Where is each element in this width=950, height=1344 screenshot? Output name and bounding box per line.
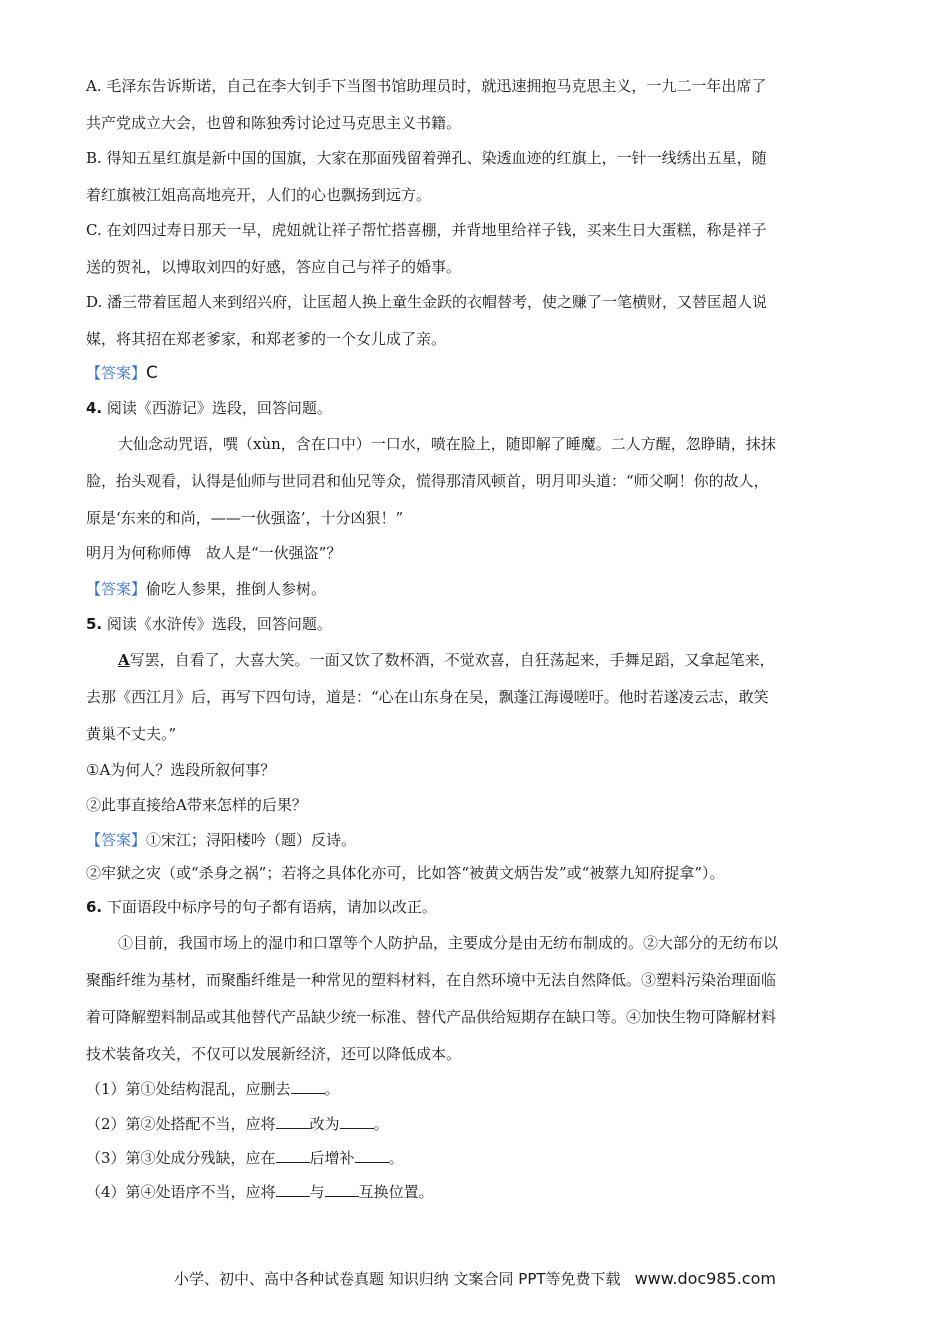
- sub-question-text: 。: [373, 1115, 389, 1133]
- answer-tag: 【答案】: [86, 364, 147, 382]
- q4-passage-line-1: 大仙念动咒语，噀（xùn，含在口中）一口水，喷在脸上，随即解了睡魔。二人方醒，忽睁睛，抹抹: [118, 435, 776, 453]
- sub-question-text: （3）第③处成分残缺，应在: [86, 1149, 276, 1167]
- answer-value: ①宋江；浔阳楼吟（题）反诗。: [146, 831, 357, 849]
- option-a-line-1: A. 毛泽东告诉斯诺，自己在李大钊手下当图书馆助理员时，就迅速拥抱马克思主义，一九二一年出席了: [86, 77, 767, 95]
- answer-blank[interactable]: [276, 1182, 310, 1197]
- footer-url[interactable]: www.doc985.com: [634, 1269, 776, 1288]
- footer-text: 小学、初中、高中各种试卷真题 知识归纳 文案合同 PPT等免费下载: [174, 1270, 621, 1288]
- sub-question-text: 改为: [309, 1115, 340, 1133]
- q6-passage-line-1: ①目前，我国市场上的湿巾和口罩等个人防护品，主要成分是由无纺布制成的。②大部分的无纺布以: [118, 934, 779, 952]
- q4-question: 明月为何称师傅 故人是“一伙强盗”？: [86, 544, 342, 562]
- sub-question-text: 与: [309, 1183, 325, 1201]
- answer-blank[interactable]: [276, 1148, 310, 1163]
- q6-passage-line-3: 着可降解塑料制品或其他替代产品缺少统一标准、替代产品供给短期存在缺口等。④加快生物可降解材料: [86, 1008, 777, 1026]
- q6-sub-question-1: [86, 1079, 340, 1099]
- underlined-a: A: [118, 651, 130, 669]
- question-prompt: 阅读《西游记》选段，回答问题。: [102, 399, 332, 417]
- answer-value: 偷吃人参果，推倒人参树。: [146, 580, 327, 598]
- answer-blank[interactable]: [340, 1114, 374, 1129]
- answer-blank[interactable]: [276, 1114, 310, 1129]
- q5-answer-1: [86, 830, 356, 850]
- answer-value: C: [146, 363, 158, 383]
- q5-heading: [86, 614, 332, 634]
- answer-blank[interactable]: [291, 1079, 325, 1094]
- sub-question-text: （1）第①处结构混乱，应删去: [86, 1080, 291, 1098]
- question-prompt: 阅读《水浒传》选段，回答问题。: [102, 615, 332, 633]
- question-number: 5.: [86, 615, 103, 633]
- sub-question-text: 。: [388, 1149, 404, 1167]
- q4-answer: [86, 579, 326, 599]
- answer-blank[interactable]: [325, 1182, 359, 1197]
- question-number: 4.: [86, 399, 103, 417]
- q6-sub-question-3: [86, 1148, 404, 1168]
- page-footer: [0, 1268, 950, 1289]
- option-b-line-1: B. 得知五星红旗是新中国的国旗，大家在那面残留着弹孔、染透血迹的红旗上，一针一线绣出五星，随: [86, 149, 767, 167]
- question-prompt: 下面语段中标序号的句子都有语病，请加以改正。: [102, 898, 437, 916]
- q4-passage-line-3: 原是‘东来的和尚，——一伙强盗’，十分凶狠！”: [86, 509, 404, 527]
- q6-passage-line-2: 聚酯纤维为基材，而聚酯纤维是一种常见的塑料材料，在自然环境中无法自然降低。③塑料污染治理面临: [86, 971, 777, 989]
- question-number: 6.: [86, 898, 103, 916]
- q5-question-2: ②此事直接给A带来怎样的后果？: [86, 796, 307, 814]
- option-c-line-1: C. 在刘四过寿日那天一早，虎妞就让祥子帮忙搭喜棚，并背地里给祥子钱，买来生日大蛋糕，称是祥子: [86, 221, 767, 239]
- q5-passage-line-3: 黄巢不丈夫。”: [86, 725, 177, 743]
- q6-sub-question-4: [86, 1182, 434, 1202]
- answer-tag: 【答案】: [86, 580, 147, 598]
- answer-tag: 【答案】: [86, 831, 147, 849]
- option-a-line-2: 共产党成立大会，也曾和陈独秀讨论过马克思主义书籍。: [86, 114, 462, 132]
- option-b-line-2: 着红旗被江姐高高地亮开，人们的心也飘扬到远方。: [86, 186, 432, 204]
- q4-heading: [86, 398, 332, 418]
- q5-question-1: ①A为何人？选段所叙何事？: [86, 761, 276, 779]
- q3-answer: [86, 363, 158, 383]
- q6-passage-line-4: 技术装备攻关，不仅可以发展新经济，还可以降低成本。: [86, 1045, 462, 1063]
- q5-answer-2: ②牢狱之灾（或“杀身之祸”；若将之具体化亦可，比如答“被黄文炳告发”或“被蔡九知府捉拿”）。: [86, 864, 725, 882]
- sub-question-text: 互换位置。: [358, 1183, 434, 1201]
- answer-blank[interactable]: [355, 1148, 389, 1163]
- q6-sub-question-2: [86, 1114, 389, 1134]
- q5-passage-line-2: 去那《西江月》后，再写下四句诗，道是：“心在山东身在吴，飘蓬江海谩嗟吁。他时若遂凌云志，敢笑: [86, 688, 769, 706]
- q4-passage-line-2: 脸，抬头观看，认得是仙师与世同君和仙兄等众，慌得那清风顿首，明月叩头道：“师父啊！你的故人，: [86, 472, 769, 490]
- sub-question-text: （4）第④处语序不当，应将: [86, 1183, 276, 1201]
- option-d-line-1: D. 潘三带着匡超人来到绍兴府，让匡超人换上童生金跃的衣帽替考，使之赚了一笔横财，又替匡超人说: [86, 293, 768, 311]
- option-c-line-2: 送的贺礼，以博取刘四的好感，答应自己与祥子的婚事。: [86, 258, 462, 276]
- passage-text: 写罢，自看了，大喜大笑。一面又饮了数杯酒，不觉欢喜，自狂荡起来，手舞足蹈，又拿起笔来，: [129, 651, 775, 669]
- q5-passage-line-1: [118, 650, 775, 670]
- sub-question-text: 。: [324, 1080, 340, 1098]
- option-d-line-2: 媒，将其招在郑老爹家，和郑老爹的一个女儿成了亲。: [86, 330, 447, 348]
- sub-question-text: （2）第②处搭配不当，应将: [86, 1115, 276, 1133]
- sub-question-text: 后增补: [309, 1149, 355, 1167]
- q6-heading: [86, 897, 437, 917]
